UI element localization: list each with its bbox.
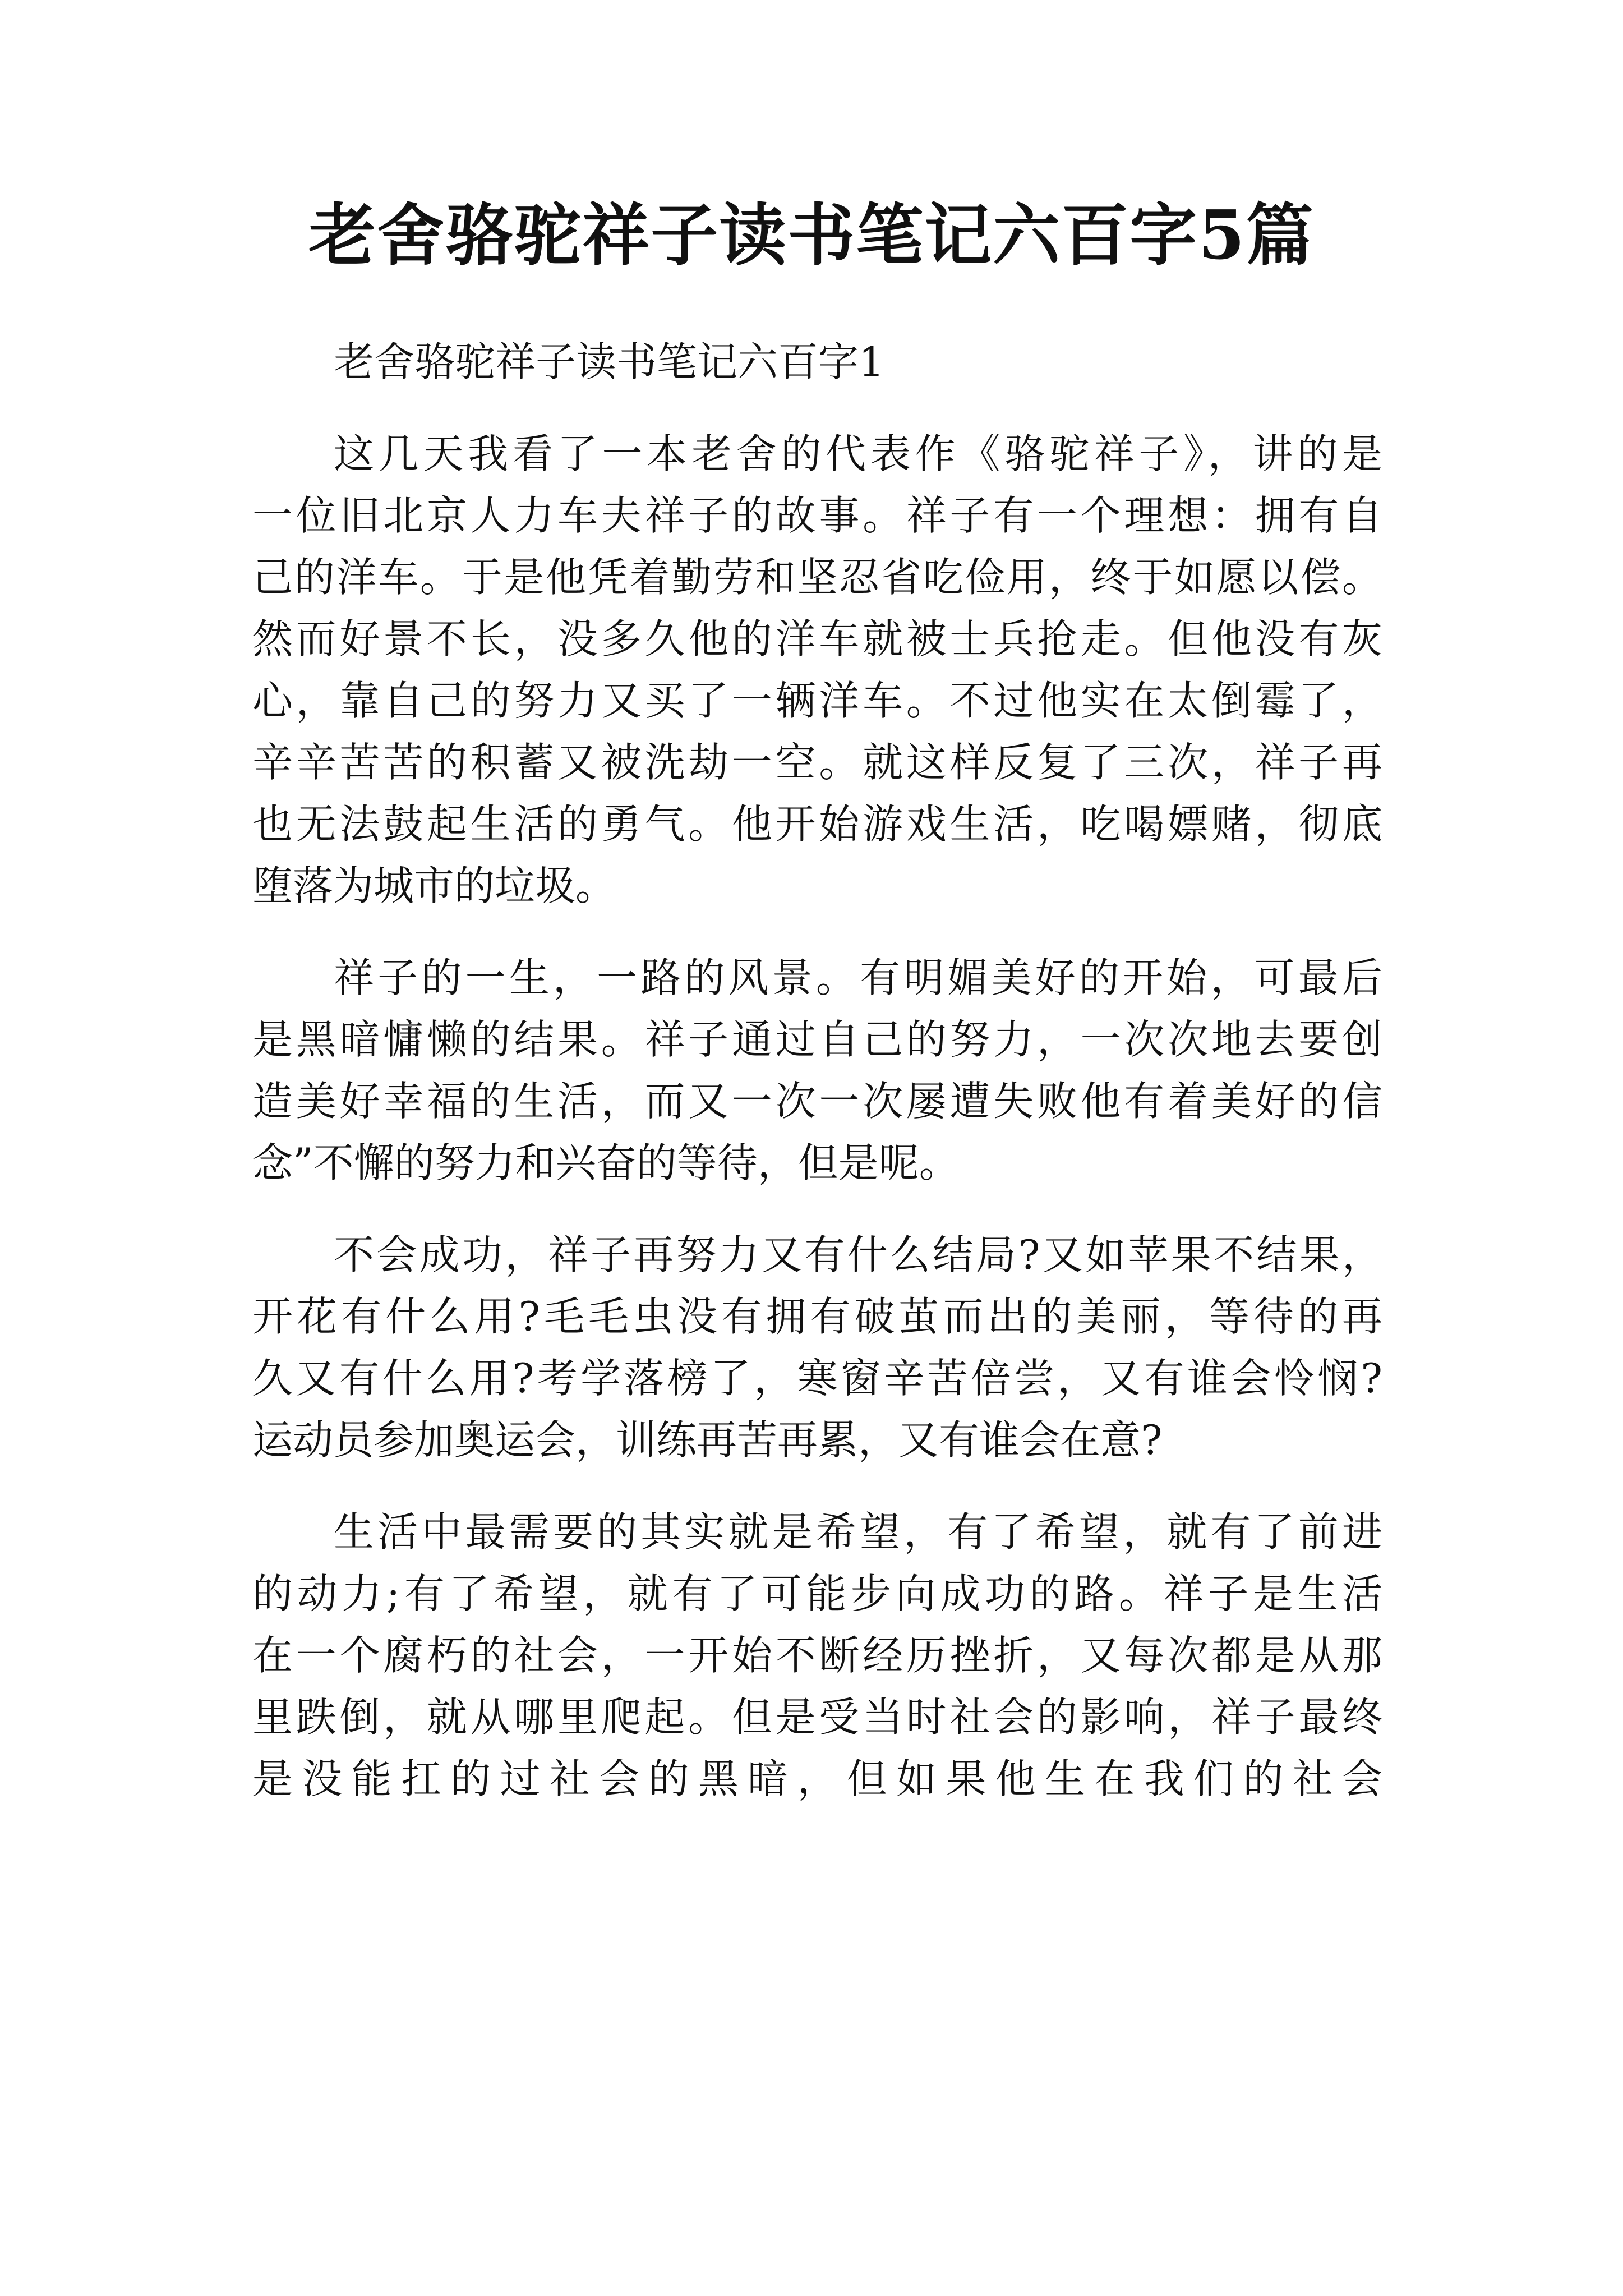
text-line: 祥子的一生，一路的风景。有明媚美好的开始，可最后 <box>334 954 1382 1001</box>
text-line: 开花有什么用?毛毛虫没有拥有破茧而出的美丽，等待的再 <box>252 1293 1382 1340</box>
text-line: 念”不懈的努力和兴奋的等待，但是呢。 <box>252 1139 960 1186</box>
text-line: 在一个腐朽的社会，一开始不断经历挫折，又每次都是从那 <box>252 1632 1382 1679</box>
spacer <box>252 917 1382 947</box>
text-line: 辛辛苦苦的积蓄又被洗劫一空。就这样反复了三次，祥子再 <box>252 739 1382 786</box>
document-body <box>252 331 1382 1810</box>
text-line: 也无法鼓起生活的勇气。他开始游戏生活，吃喝嫖赌，彻底 <box>252 800 1382 848</box>
paragraph-2 <box>252 947 1382 1194</box>
text-line: 一位旧北京人力车夫祥子的故事。祥子有一个理想：拥有自 <box>252 492 1382 539</box>
text-line: 然而好景不长，没多久他的洋车就被士兵抢走。但他没有灰 <box>252 615 1382 662</box>
spacer <box>252 1471 1382 1501</box>
paragraph-3 <box>252 1224 1382 1471</box>
text-line: 里跌倒，就从哪里爬起。但是受当时社会的影响，祥子最终 <box>252 1694 1382 1741</box>
text-line: 造美好幸福的生活，而又一次一次屡遭失败他有着美好的信 <box>252 1078 1382 1125</box>
text-line: 不会成功，祥子再努力又有什么结局?又如苹果不结果， <box>334 1231 1382 1278</box>
text-line: 运动员参加奥运会，训练再苦再累，又有谁会在意? <box>252 1416 1163 1464</box>
text-line: 是没能扛的过社会的黑暗，但如果他生在我们的社会 <box>252 1755 1382 1802</box>
paragraph-1 <box>252 423 1382 917</box>
section-heading: 老舍骆驼祥子读书笔记六百字1 <box>334 338 884 385</box>
text-line: 心，靠自己的努力又买了一辆洋车。不过他实在太倒霉了， <box>252 677 1382 724</box>
spacer <box>252 1194 1382 1224</box>
document-title: 老舍骆驼祥子读书笔记六百字5篇 <box>308 196 1315 275</box>
text-line: 堕落为城市的垃圾。 <box>252 862 616 909</box>
text-line: 的动力;有了希望，就有了可能步向成功的路。祥子是生活 <box>252 1570 1382 1617</box>
text-line: 生活中最需要的其实就是希望，有了希望，就有了前进 <box>334 1508 1382 1556</box>
text-line: 这几天我看了一本老舍的代表作《骆驼祥子》，讲的是 <box>334 430 1382 477</box>
text-line: 是黑暗慵懒的结果。祥子通过自己的努力，一次次地去要创 <box>252 1016 1382 1063</box>
text-line: 久又有什么用?考学落榜了，寒窗辛苦倍尝，又有谁会怜悯? <box>252 1355 1382 1402</box>
text-line: 己的洋车。于是他凭着勤劳和坚忍省吃俭用，终于如愿以偿。 <box>252 554 1382 601</box>
spacer <box>252 393 1382 423</box>
paragraph-4 <box>252 1501 1382 1810</box>
